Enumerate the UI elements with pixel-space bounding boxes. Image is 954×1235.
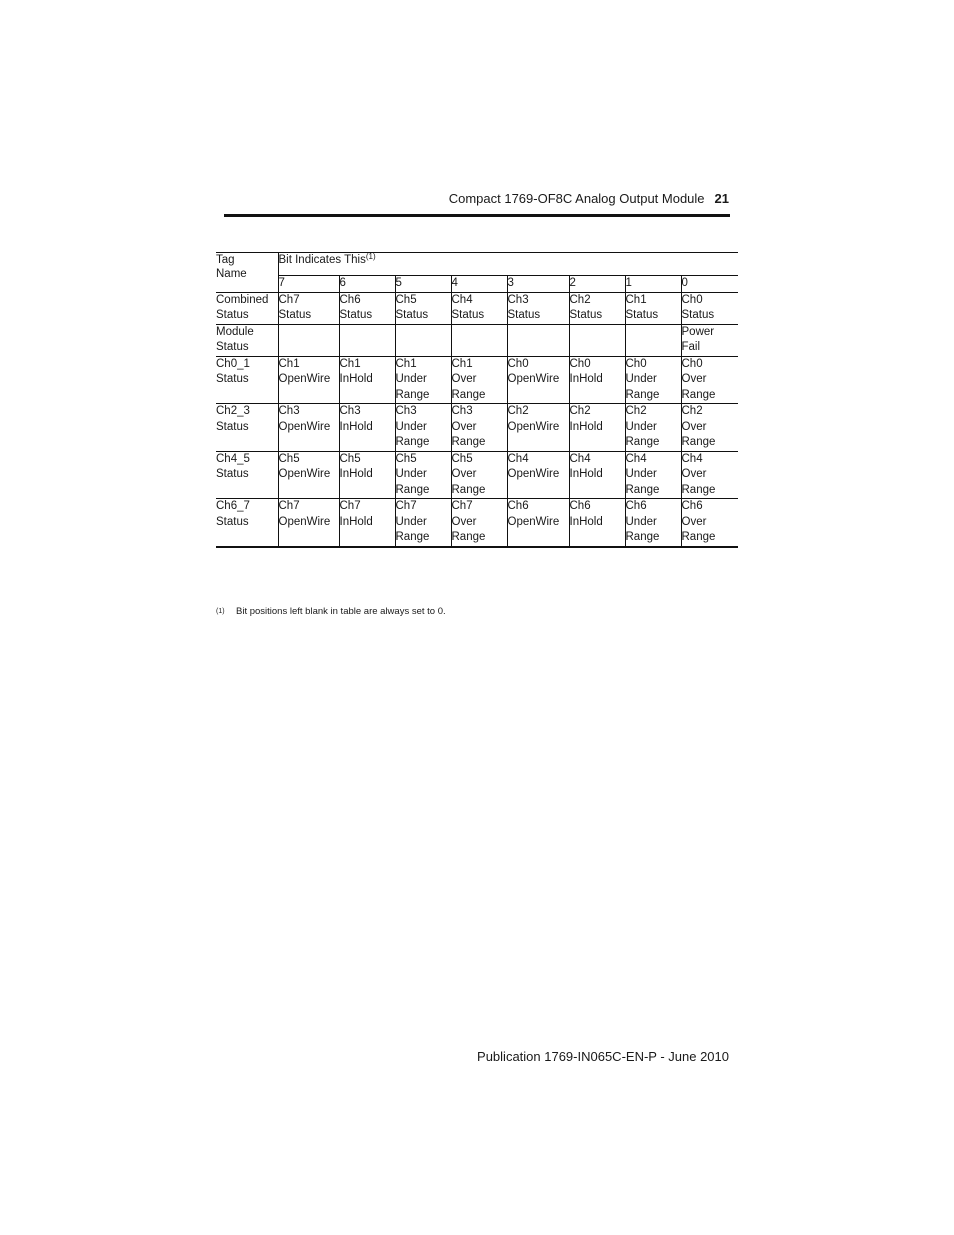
cell-line: Under <box>395 373 427 385</box>
tag-name-cell <box>216 324 278 356</box>
cell-line: Status <box>451 309 485 321</box>
bit-cell <box>625 451 681 499</box>
cell-line: Ch2 <box>569 405 591 417</box>
cell-line: Ch7 <box>451 500 473 512</box>
cell-line: Ch1 <box>625 293 647 306</box>
bit-cell <box>451 404 507 452</box>
tag-header-line: Name <box>216 268 247 280</box>
cell-line: Ch5 <box>395 293 417 306</box>
tag-name-cell <box>216 404 278 452</box>
tag-header-line: Tag <box>216 254 235 266</box>
bit-cell <box>681 451 738 499</box>
header-title: Compact 1769-OF8C Analog Output Module <box>448 191 705 206</box>
cell-line: Status <box>216 373 249 385</box>
cell-line: Status <box>278 309 312 321</box>
bit-cell <box>339 451 395 499</box>
cell-line: Ch1 <box>451 357 473 370</box>
cell-line: Ch0_1 <box>216 357 250 370</box>
tag-name-header <box>216 253 278 293</box>
cell-line: Ch5 <box>339 452 361 465</box>
cell-line: Power <box>681 325 715 338</box>
cell-line: Status <box>216 468 249 480</box>
cell-line: Over <box>451 468 477 480</box>
cell-line: Combined <box>216 293 269 306</box>
cell-line: Range <box>625 388 660 401</box>
bit-cell <box>569 499 625 547</box>
bit-cell <box>507 356 569 404</box>
cell-line: InHold <box>339 515 373 528</box>
bit-cell <box>681 499 738 547</box>
bit-cell <box>507 324 569 356</box>
table-row <box>216 499 738 547</box>
bit-cell <box>278 292 339 324</box>
bit-cell <box>507 404 569 452</box>
cell-line: Status <box>569 309 603 321</box>
cell-line: Range <box>681 388 716 401</box>
cell-line: Ch0 <box>681 293 703 306</box>
cell-line: OpenWire <box>507 468 560 480</box>
bit-cell <box>681 356 738 404</box>
cell-line: Under <box>625 420 657 433</box>
cell-line: Status <box>395 309 429 321</box>
cell-line: Range <box>395 531 430 543</box>
table-body <box>216 292 738 547</box>
bit-cell <box>507 451 569 499</box>
cell-line: Status <box>216 420 249 433</box>
cell-line: InHold <box>569 373 603 385</box>
bit-status-table <box>216 252 738 548</box>
cell-line: Status <box>625 309 659 321</box>
cell-line: Ch7 <box>278 500 300 512</box>
cell-line: Over <box>681 420 707 433</box>
bit-number-header: 3 <box>507 276 569 293</box>
cell-line: Ch2 <box>681 405 703 417</box>
tag-name-cell <box>216 292 278 324</box>
cell-line: Status <box>339 309 373 321</box>
cell-line: Range <box>451 436 486 448</box>
page-number: 21 <box>714 191 729 206</box>
bit-cell <box>625 356 681 404</box>
cell-line: Ch3 <box>451 405 473 417</box>
cell-line: Under <box>625 373 657 385</box>
bit-cell <box>569 404 625 452</box>
tag-name-cell <box>216 451 278 499</box>
bit-indicates-header <box>278 253 738 276</box>
cell-line: Range <box>395 388 430 401</box>
cell-line: Over <box>681 515 707 528</box>
cell-line: Ch6 <box>681 500 703 512</box>
cell-line: Range <box>681 436 716 448</box>
cell-line: Ch3 <box>339 405 361 417</box>
cell-line: Range <box>625 483 660 496</box>
bit-number-header: 0 <box>681 276 738 293</box>
cell-line: Status <box>216 309 249 321</box>
cell-line: InHold <box>569 420 603 433</box>
bit-header-text: Bit Indicates This <box>278 254 366 266</box>
bit-cell <box>278 451 339 499</box>
cell-line: OpenWire <box>507 515 560 528</box>
bit-cell <box>625 292 681 324</box>
cell-line: Under <box>395 468 427 480</box>
cell-line: Range <box>681 531 716 543</box>
cell-line: Ch1 <box>395 357 417 370</box>
cell-line: Ch0 <box>681 357 703 370</box>
cell-line: Ch4 <box>507 452 529 465</box>
cell-line: Over <box>681 468 707 480</box>
cell-line: Range <box>681 483 716 496</box>
cell-line: Over <box>681 373 707 385</box>
cell-line: Range <box>625 436 660 448</box>
bit-cell <box>625 324 681 356</box>
cell-line: OpenWire <box>507 420 560 433</box>
cell-line: Ch2 <box>625 405 647 417</box>
cell-line: OpenWire <box>278 468 331 480</box>
bit-cell <box>339 356 395 404</box>
bit-number-header: 7 <box>278 276 339 293</box>
footnote-text: Bit positions left blank in table are always set to 0. <box>236 606 446 617</box>
bit-cell <box>569 356 625 404</box>
bit-cell <box>278 324 339 356</box>
cell-line: Ch5 <box>451 452 473 465</box>
cell-line: Status <box>216 515 249 528</box>
cell-line: Status <box>681 309 715 321</box>
cell-line: Range <box>451 483 486 496</box>
cell-line: Ch2_3 <box>216 405 250 417</box>
bit-number-header: 2 <box>569 276 625 293</box>
cell-line: OpenWire <box>507 373 560 385</box>
bit-cell <box>569 324 625 356</box>
bit-cell <box>339 499 395 547</box>
cell-line: Range <box>451 388 486 401</box>
cell-line: OpenWire <box>278 373 331 385</box>
bit-cell <box>395 324 451 356</box>
bit-cell <box>339 404 395 452</box>
cell-line: Ch7 <box>395 500 417 512</box>
tag-name-cell <box>216 356 278 404</box>
cell-line: Status <box>507 309 541 321</box>
cell-line: Range <box>395 436 430 448</box>
bit-cell <box>451 451 507 499</box>
table-header <box>216 253 738 293</box>
footnote-marker: (1) <box>216 608 225 615</box>
cell-line: Ch4_5 <box>216 452 250 465</box>
bit-cell <box>625 404 681 452</box>
cell-line: Ch7 <box>339 500 361 512</box>
cell-line: Ch6_7 <box>216 500 250 512</box>
cell-line: Under <box>395 515 427 528</box>
cell-line: InHold <box>339 468 373 480</box>
footnote <box>216 605 736 619</box>
table-row <box>216 324 738 356</box>
cell-line: Ch7 <box>278 293 300 306</box>
bit-cell <box>451 292 507 324</box>
footnote-reference: (1) <box>365 252 376 261</box>
bit-number-header: 6 <box>339 276 395 293</box>
table-row <box>216 404 738 452</box>
cell-line: Ch0 <box>569 357 591 370</box>
cell-line: OpenWire <box>278 515 331 528</box>
running-header <box>224 191 729 209</box>
cell-line: Ch0 <box>625 357 647 370</box>
cell-line: Ch5 <box>395 452 417 465</box>
bit-cell <box>451 499 507 547</box>
cell-line: Ch0 <box>507 357 529 370</box>
bit-cell <box>395 451 451 499</box>
cell-line: Ch6 <box>625 500 647 512</box>
cell-line: OpenWire <box>278 420 331 433</box>
cell-line: InHold <box>339 373 373 385</box>
bit-number-header: 5 <box>395 276 451 293</box>
bit-cell <box>395 356 451 404</box>
bit-cell <box>507 499 569 547</box>
cell-line: Ch6 <box>339 293 361 306</box>
cell-line: Fail <box>681 341 701 353</box>
bit-cell <box>451 324 507 356</box>
bit-number-header: 1 <box>625 276 681 293</box>
cell-line: Under <box>625 468 657 480</box>
header-rule <box>224 214 730 217</box>
bit-cell <box>395 292 451 324</box>
cell-line: Ch4 <box>625 452 647 465</box>
bit-cell <box>395 404 451 452</box>
bit-cell <box>569 292 625 324</box>
cell-line: Ch3 <box>278 405 300 417</box>
cell-line: Ch1 <box>278 357 300 370</box>
cell-line: Ch4 <box>681 452 703 465</box>
bit-cell <box>681 324 738 356</box>
cell-line: Under <box>395 420 427 433</box>
bit-cell <box>625 499 681 547</box>
cell-line: Module <box>216 325 254 338</box>
bit-cell <box>278 404 339 452</box>
cell-line: Ch2 <box>569 293 591 306</box>
cell-line: Ch6 <box>507 500 529 512</box>
cell-line: Ch4 <box>569 452 591 465</box>
bit-cell <box>339 324 395 356</box>
publication-footer: Publication 1769-IN065C-EN-P - June 2010 <box>477 1049 729 1064</box>
cell-line: Range <box>625 531 660 543</box>
bit-cell <box>681 404 738 452</box>
bit-number-header: 4 <box>451 276 507 293</box>
bit-cell <box>395 499 451 547</box>
cell-line: Range <box>451 531 486 543</box>
cell-line: Ch3 <box>395 405 417 417</box>
cell-line: InHold <box>339 420 373 433</box>
cell-line: InHold <box>569 515 603 528</box>
bit-cell <box>451 356 507 404</box>
bit-cell <box>569 451 625 499</box>
cell-line: Status <box>216 341 249 353</box>
table-row <box>216 356 738 404</box>
cell-line: Ch5 <box>278 452 300 465</box>
cell-line: Over <box>451 373 477 385</box>
bit-cell <box>278 499 339 547</box>
cell-line: Ch4 <box>451 293 473 306</box>
cell-line: Over <box>451 515 477 528</box>
cell-line: Over <box>451 420 477 433</box>
bit-cell <box>681 292 738 324</box>
tag-name-cell <box>216 499 278 547</box>
bit-cell <box>278 356 339 404</box>
table-row <box>216 292 738 324</box>
cell-line: Ch6 <box>569 500 591 512</box>
cell-line: Under <box>625 515 657 528</box>
cell-line: InHold <box>569 468 603 480</box>
cell-line: Ch3 <box>507 293 529 306</box>
cell-line: Range <box>395 483 430 496</box>
bit-cell <box>507 292 569 324</box>
cell-line: Ch1 <box>339 357 361 370</box>
table-row <box>216 451 738 499</box>
bit-cell <box>339 292 395 324</box>
cell-line: Ch2 <box>507 405 529 417</box>
